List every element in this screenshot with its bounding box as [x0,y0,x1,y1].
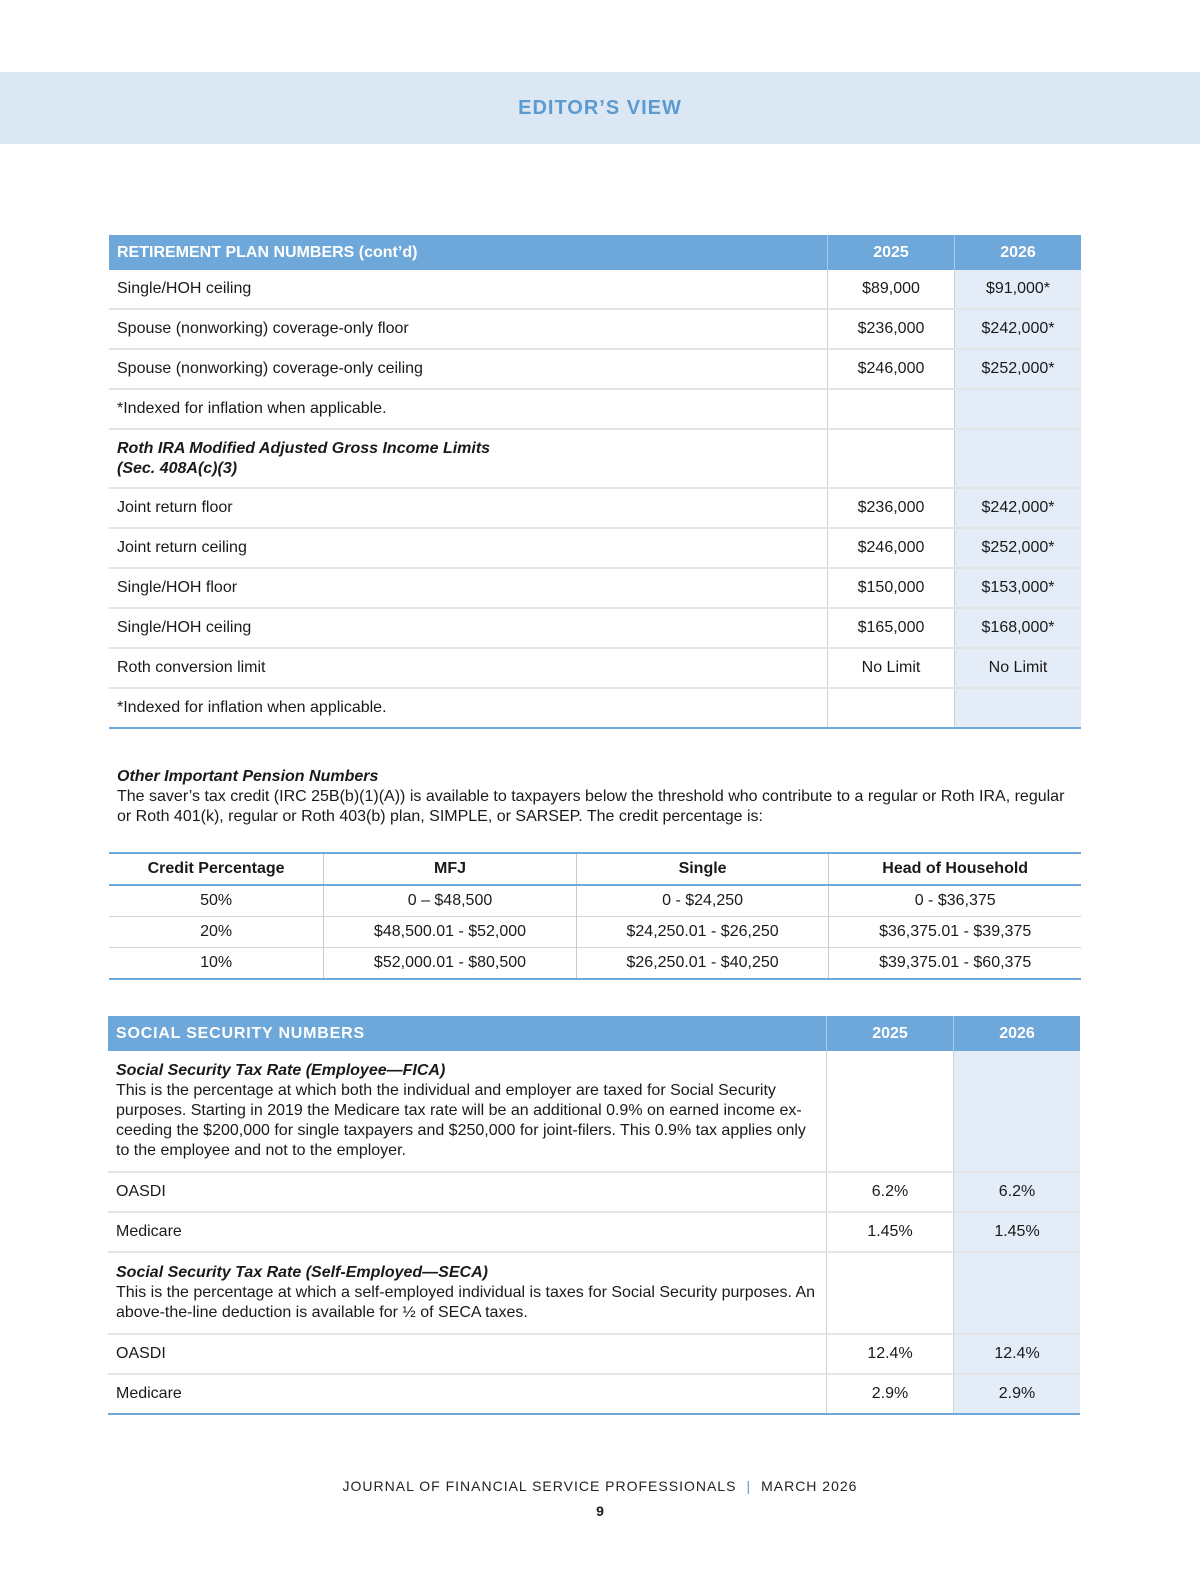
row-label: Medicare [108,1374,827,1414]
row-label: Joint return floor [109,488,828,528]
col-head-of-household: Head of Household [829,853,1081,885]
credit-cell: 0 - $24,250 [576,885,829,917]
row-label: OASDI [108,1334,827,1374]
journal-name: JOURNAL OF FINANCIAL SERVICE PROFESSIONALS [342,1478,737,1494]
value-2026: $153,000* [955,568,1082,608]
social-security-table [108,1016,1080,1415]
pension-heading: Other Important Pension Numbers [117,768,379,785]
table-row [109,917,1081,948]
row-label: Roth conversion limit [109,648,828,688]
value-2025: 2.9% [827,1374,954,1414]
seca-description [108,1252,827,1334]
value-2026: $91,000* [955,270,1082,309]
row-label: Single/HOH floor [109,568,828,608]
value-2026: 2.9% [954,1374,1081,1414]
credit-cell: 0 - $36,375 [829,885,1081,917]
value-2025 [827,1252,954,1334]
table-row [108,1374,1080,1414]
table-row [109,885,1081,917]
year-2026-header: 2026 [955,235,1082,270]
credit-cell: $48,500.01 - $52,000 [324,917,577,948]
row-label: Medicare [108,1212,827,1252]
seca-heading: Social Security Tax Rate (Self-Employed—SECA) [116,1264,488,1281]
credit-cell: 10% [109,948,324,980]
value-2025: $165,000 [828,608,955,648]
value-2025: $246,000 [828,528,955,568]
retirement-table-header [109,235,1081,270]
value-2026 [955,389,1082,429]
social-header-label: SOCIAL SECURITY NUMBERS [108,1016,827,1051]
credit-cell: $26,250.01 - $40,250 [576,948,829,980]
credit-table-header [109,853,1081,885]
inflation-note: *Indexed for inflation when applicable. [109,688,828,728]
value-2025: $236,000 [828,309,955,349]
value-2025: 12.4% [827,1334,954,1374]
credit-cell: $39,375.01 - $60,375 [829,948,1081,980]
table-row [109,349,1081,389]
table-row [109,688,1081,728]
editors-view-banner [0,72,1200,144]
seca-description-row [108,1252,1080,1334]
footer-separator: | [746,1478,752,1494]
value-2026 [954,1051,1081,1172]
table-row [109,608,1081,648]
value-2026: $242,000* [955,309,1082,349]
table-row [109,648,1081,688]
value-2025: $150,000 [828,568,955,608]
table-row [108,1172,1080,1212]
row-label: Single/HOH ceiling [109,270,828,309]
roth-heading-row [109,429,1081,488]
value-2025: $236,000 [828,488,955,528]
row-label: Joint return ceiling [109,528,828,568]
pension-section [117,767,1077,827]
value-2026: $168,000* [955,608,1082,648]
fica-description-row [108,1051,1080,1172]
value-2025 [828,389,955,429]
inflation-note: *Indexed for inflation when applicable. [109,389,828,429]
col-mfj: MFJ [324,853,577,885]
table-row [109,389,1081,429]
value-2026: 6.2% [954,1172,1081,1212]
roth-heading [109,429,828,488]
fica-description [108,1051,827,1172]
value-2026: 12.4% [954,1334,1081,1374]
table-row [109,948,1081,980]
value-2025: $246,000 [828,349,955,389]
table-row [109,528,1081,568]
page-number: 9 [596,1503,604,1519]
table-row [109,270,1081,309]
fica-heading: Social Security Tax Rate (Employee—FICA) [116,1062,446,1079]
value-2025 [828,429,955,488]
roth-heading-line1: Roth IRA Modified Adjusted Gross Income Limits [117,439,491,457]
value-2026: 1.45% [954,1212,1081,1252]
value-2025: No Limit [828,648,955,688]
row-label: Spouse (nonworking) coverage-only floor [109,309,828,349]
value-2025 [827,1051,954,1172]
row-label: Spouse (nonworking) coverage-only ceiling [109,349,828,389]
col-credit-percentage: Credit Percentage [109,853,324,885]
credit-cell: 20% [109,917,324,948]
credit-cell: 0 – $48,500 [324,885,577,917]
value-2026 [954,1252,1081,1334]
credit-cell: 50% [109,885,324,917]
year-2025-header: 2025 [827,1016,954,1051]
table-row [109,309,1081,349]
credit-cell: $52,000.01 - $80,500 [324,948,577,980]
value-2026: No Limit [955,648,1082,688]
value-2025: $89,000 [828,270,955,309]
table-row [108,1212,1080,1252]
seca-text: This is the percentage at which a self-employed individual is taxes for Social Security purposes. An above-the-line deduction is available for ½ of SECA taxes. [116,1284,816,1321]
value-2026: $252,000* [955,528,1082,568]
retirement-header-label: RETIREMENT PLAN NUMBERS (cont’d) [109,235,828,270]
table-row [109,568,1081,608]
year-2025-header: 2025 [828,235,955,270]
value-2026 [955,688,1082,728]
row-label: OASDI [108,1172,827,1212]
credit-cell: $24,250.01 - $26,250 [576,917,829,948]
value-2026 [955,429,1082,488]
value-2025 [828,688,955,728]
fica-text: This is the percentage at which both the individual and employer are taxed for Social Security purposes. Starting in 2019 the Medicare tax rate will be an additional 0.9% on earned income ex-ceeding the $200,000 for single taxpayers and $250,000 for joint-filers. This 0.9% tax applies only to the employee and not to the employer. [116,1082,806,1159]
col-single: Single [576,853,829,885]
value-2026: $252,000* [955,349,1082,389]
table-row [108,1334,1080,1374]
table-row [109,488,1081,528]
credit-percentage-table [109,852,1081,980]
issue-date: MARCH 2026 [761,1478,858,1494]
page-footer [0,1478,1200,1494]
social-table-header [108,1016,1080,1051]
credit-cell: $36,375.01 - $39,375 [829,917,1081,948]
pension-text: The saver’s tax credit (IRC 25B(b)(1)(A)) is available to taxpayers below the threshold who contribute to a regular or Roth IRA, regular or Roth 401(k), regular or Roth 403(b) plan, SIMPLE, or SARSEP. The credit percentage is: [117,788,1065,825]
roth-heading-line2: (Sec. 408A(c)(3) [117,459,238,477]
retirement-plan-table [109,235,1081,729]
row-label: Single/HOH ceiling [109,608,828,648]
value-2025: 1.45% [827,1212,954,1252]
value-2026: $242,000* [955,488,1082,528]
banner-title: EDITOR’S VIEW [518,96,682,119]
year-2026-header: 2026 [954,1016,1081,1051]
value-2025: 6.2% [827,1172,954,1212]
